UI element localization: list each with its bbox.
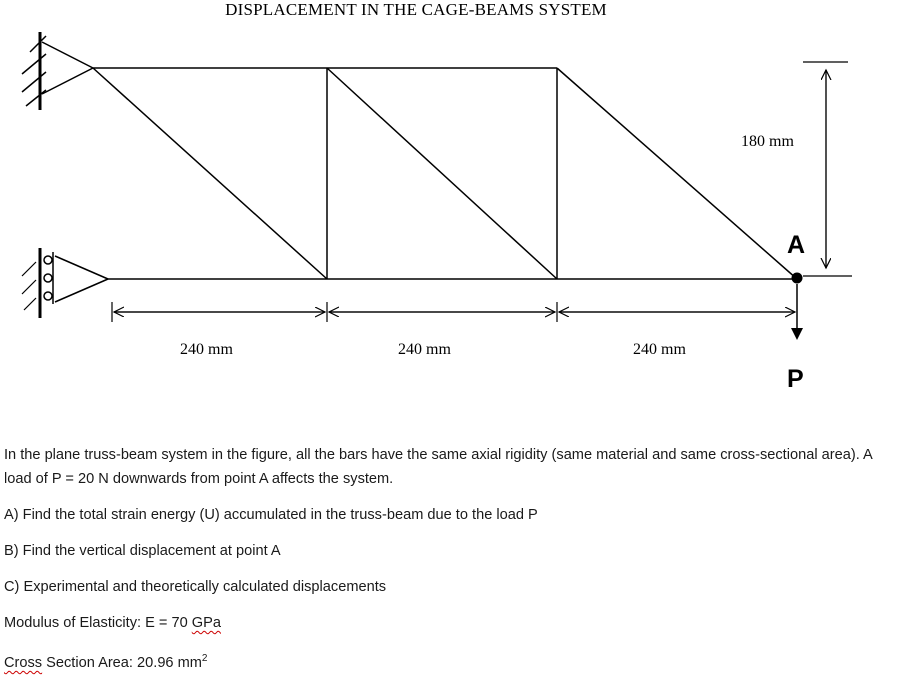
diagonal-3 — [557, 68, 797, 279]
part-c: C) Experimental and theoretically calculated displacements — [4, 579, 387, 595]
diagonal-2 — [327, 68, 557, 279]
height-dimension — [803, 62, 852, 276]
truss-members — [93, 68, 797, 279]
modulus-unit: GPa — [191, 615, 221, 631]
point-a-label: A — [787, 231, 806, 259]
bottom-roller-support — [22, 248, 108, 318]
span-dimensions — [112, 302, 795, 322]
part-b: B) Find the vertical displacement at point A — [4, 543, 281, 559]
top-pin-support — [22, 32, 93, 110]
part-a: A) Find the total strain energy (U) accumulated in the truss-beam due to the load P — [4, 507, 538, 523]
diagonal-1 — [93, 68, 327, 279]
node-a — [792, 273, 803, 284]
area-exponent: 2 — [201, 653, 208, 664]
area-word: Cross — [4, 654, 43, 671]
problem-text — [4, 443, 900, 675]
span1-label: 240 mm — [180, 341, 233, 358]
problem-intro: In the plane truss-beam system in the figure, all the bars have the same axial rigidity (same material and same cross-sectional area). A load of P = 20 N downwards from point A affects the system. — [4, 447, 872, 487]
span2-label: 240 mm — [398, 341, 451, 358]
diagram-title: DISPLACEMENT IN THE CAGE-BEAMS SYSTEM — [225, 0, 607, 19]
span3-label: 240 mm — [633, 341, 686, 358]
load-p-label: P — [787, 365, 804, 393]
height-label: 180 mm — [741, 133, 794, 150]
modulus-line: Modulus of Elasticity: E = 70 GPa — [4, 615, 221, 631]
area-line: Cross Section Area: 20.96 $mm^2$ — [4, 653, 208, 671]
